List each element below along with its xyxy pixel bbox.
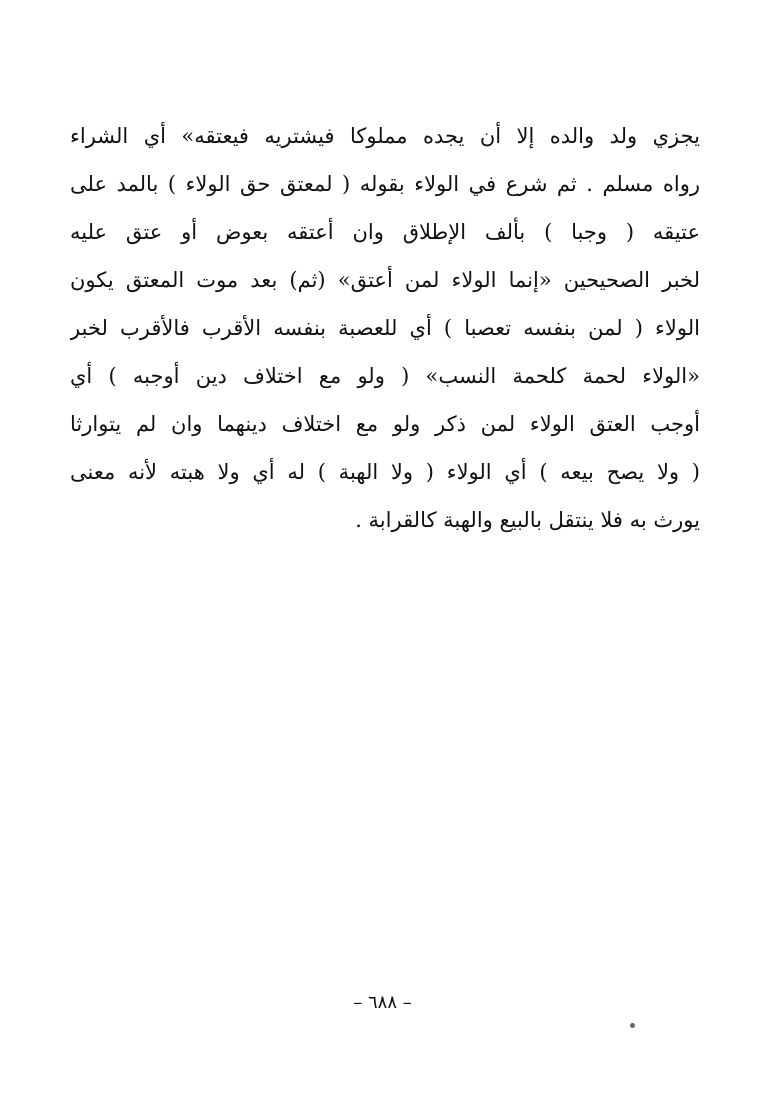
text-line: يجزي ولد والده إلا أن يجده مملوكا فيشتريه فيعتقه» أي الشراء xyxy=(70,124,700,148)
text-line: أوجب العتق الولاء لمن ذكر ولو مع اختلاف دينهما وان لم يتوارثا xyxy=(70,412,700,436)
scan-speck xyxy=(630,1023,635,1028)
body-text xyxy=(70,112,700,544)
text-line: الولاء ( لمن بنفسه تعصبا ) أي للعصبة بنفسه الأقرب فالأقرب لخبر xyxy=(70,316,700,340)
text-line: لخبر الصحيحين «إنما الولاء لمن أعتق» (ثم) بعد موت المعتق يكون xyxy=(70,268,700,292)
text-line: رواه مسلم . ثم شرع في الولاء بقوله ( لمعتق حق الولاء ) بالمد على xyxy=(70,172,700,196)
text-line: ( ولا يصح بيعه ) أي الولاء ( ولا الهبة ) له أي ولا هبته لأنه معنى xyxy=(70,460,700,484)
text-line: «الولاء لحمة كلحمة النسب» ( ولو مع اختلاف دين أوجبه ) أي xyxy=(70,364,700,388)
text-line: عتيقه ( وجبا ) بألف الإطلاق وان أعتقه بعوض أو عتق عليه xyxy=(70,220,700,244)
text-line: يورث به فلا ينتقل بالبيع والهبة كالقرابة . xyxy=(355,508,700,532)
page-number: – ٦٨٨ – xyxy=(353,992,412,1013)
